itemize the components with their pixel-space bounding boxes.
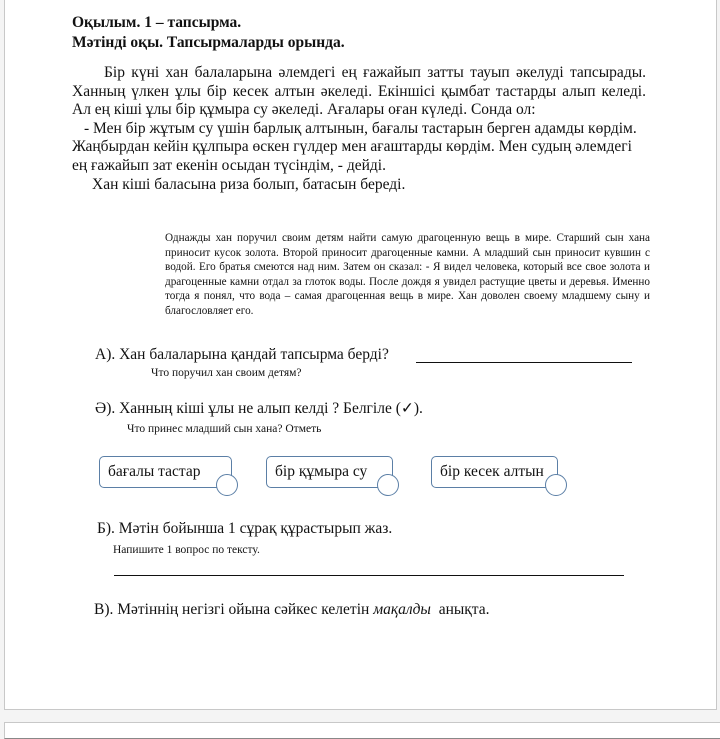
- question-v: [94, 601, 490, 619]
- kazakh-text: [72, 64, 646, 194]
- russian-translation: Однажды хан поручил своим детям найти самую драгоценную вещь в мире. Старший сын хана приносит кусок золота. Второй приносит драгоценные камни. А младший сын приносит кувшин с водой. Его братья смеются над ним. Затем он сказал: - Я видел человека, который все свое золота и драгоценные камни отдал за глоток воды. После дождя я увидел растущие цветы и деревья. Именно тогда я понял, что вода – самая драгоценная вещь в мире. Хан доволен своему младшему сыну и благословляет его.: [165, 232, 650, 317]
- question-a-ru: Что поручил хан своим детям?: [151, 367, 302, 379]
- paragraph: - Мен бір жұтым су үшін барлық алтынын, бағалы тастарын берген адамды көрдім. Жаңбырдан кейін құлпыра өскен гүлдер мен ағаштарды көрдім. Мен судың әлемдегі ең ғажайып зат екенін осыдан түсіндім, - дейді.: [72, 119, 637, 174]
- option-box[interactable]: [99, 456, 232, 488]
- next-page: [4, 722, 720, 739]
- option-checkbox-circle[interactable]: [545, 474, 567, 496]
- task-title: Оқылым. 1 – тапсырма.: [72, 14, 242, 31]
- answer-line-a[interactable]: [416, 344, 632, 363]
- option-box[interactable]: [431, 456, 558, 488]
- option-label: бағалы тастар: [108, 463, 201, 480]
- question-v-text: В). Мәтіннің негізгі ойына сәйкес келетін: [94, 601, 374, 618]
- paragraph: Хан кіші баласына риза болып, батасын береді.: [92, 175, 406, 193]
- question-v-italic: мақалды: [373, 601, 431, 618]
- question-b-ru: Напишите 1 вопрос по тексту.: [113, 544, 260, 556]
- option-checkbox-circle[interactable]: [377, 474, 399, 496]
- option-label: бір кесек алтын: [440, 463, 544, 480]
- paragraph: Бір күні хан балаларына әлемдегі ең ғажайып затты тауып әкелуді тапсырады. Ханның үлкен ұлы бір кесек алтын әкеледі. Екіншісі қымбат тастарды алып келеді. Ал ең кіші ұлы бір құмыра су әкеледі. Ағалары оған күледі. Сонда ол:: [72, 64, 646, 119]
- option-checkbox-circle[interactable]: [216, 474, 238, 496]
- question-ae-ru: Что принес младший сын хана? Отметь: [127, 423, 322, 435]
- question-b: Б). Мәтін бойынша 1 сұрақ құрастырып жаз.: [97, 520, 393, 537]
- task-subtitle: Мәтінді оқы. Тапсырмаларды орында.: [72, 34, 345, 51]
- question-v-text-end: анықта.: [430, 601, 490, 618]
- option-box[interactable]: [266, 456, 393, 488]
- question-a: А). Хан балаларына қандай тапсырма берді?: [95, 346, 389, 363]
- answer-line-b[interactable]: [114, 565, 624, 576]
- option-label: бір құмыра су: [275, 463, 368, 480]
- question-ae: Ә). Ханның кіші ұлы не алып келді ? Белгіле (✓).: [95, 400, 423, 417]
